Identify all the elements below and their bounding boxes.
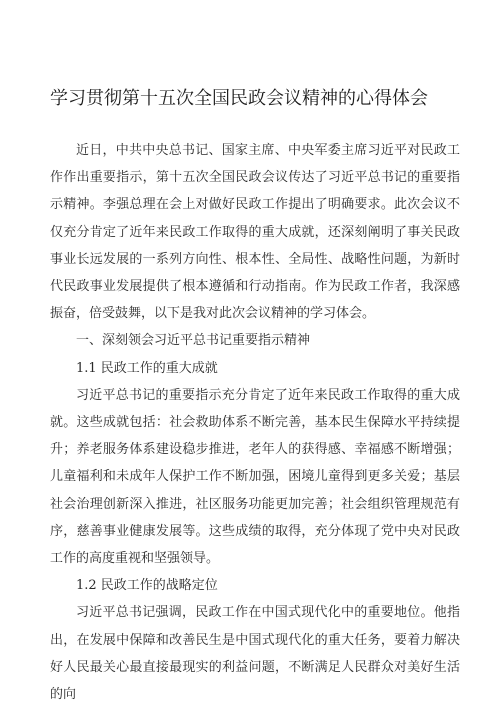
intro-paragraph: 近日，中共中央总书记、国家主席、中央军委主席习近平对民政工作作出重要指示，第十五次全国民政会议传达了习近平总书记的重要指示精神。李强总理在会上对做好民政工作提出了明确要求。此次会议不仅充分肯定了近年来民政工作取得的重大成就，还深刻阐明了事关民政事业长远发展的一系列方向性、根本性、全局性、战略性问题，为新时代民政事业发展提供了根本遵循和行动指南。作为民政工作者，我深感振奋，倍受鼓舞，以下是我对此次会议精神的学习体会。 [50,143,460,322]
subsection-heading: 1.1 民政工作的重大成就 [76,360,218,376]
section-heading: 一、深刻领会习近平总书记重要指示精神 [76,333,311,349]
body-paragraph: 习近平总书记的重要指示充分肯定了近年来民政工作取得的重大成就。这些成就包括：社会救助体系不断完善，基本民生保障水平持续提升；养老服务体系建设稳步推进，老年人的获得感、幸福感不断增强；儿童福利和未成年人保护工作不断加强，困境儿童得到更多关爱；基层社会治理创新深入推进，社区服务功能更加完善；社会组织管理规范有序，慈善事业健康发展等。这些成绩的取得，充分体现了党中央对民政工作的高度重视和坚强领导。 [50,387,460,567]
body-paragraph: 习近平总书记强调，民政工作在中国式现代化中的重要地位。他指出，在发展中保障和改善民生是中国式现代化的重大任务，要着力解决好人民最关心最直接最现实的利益问题，不断满足人民群众对美好生活的向 [50,605,460,703]
subsection-heading: 1.2 民政工作的战略定位 [76,578,218,594]
document-body [50,137,460,708]
document-title: 学习贯彻第十五次全国民政会议精神的心得体会 [50,88,428,109]
